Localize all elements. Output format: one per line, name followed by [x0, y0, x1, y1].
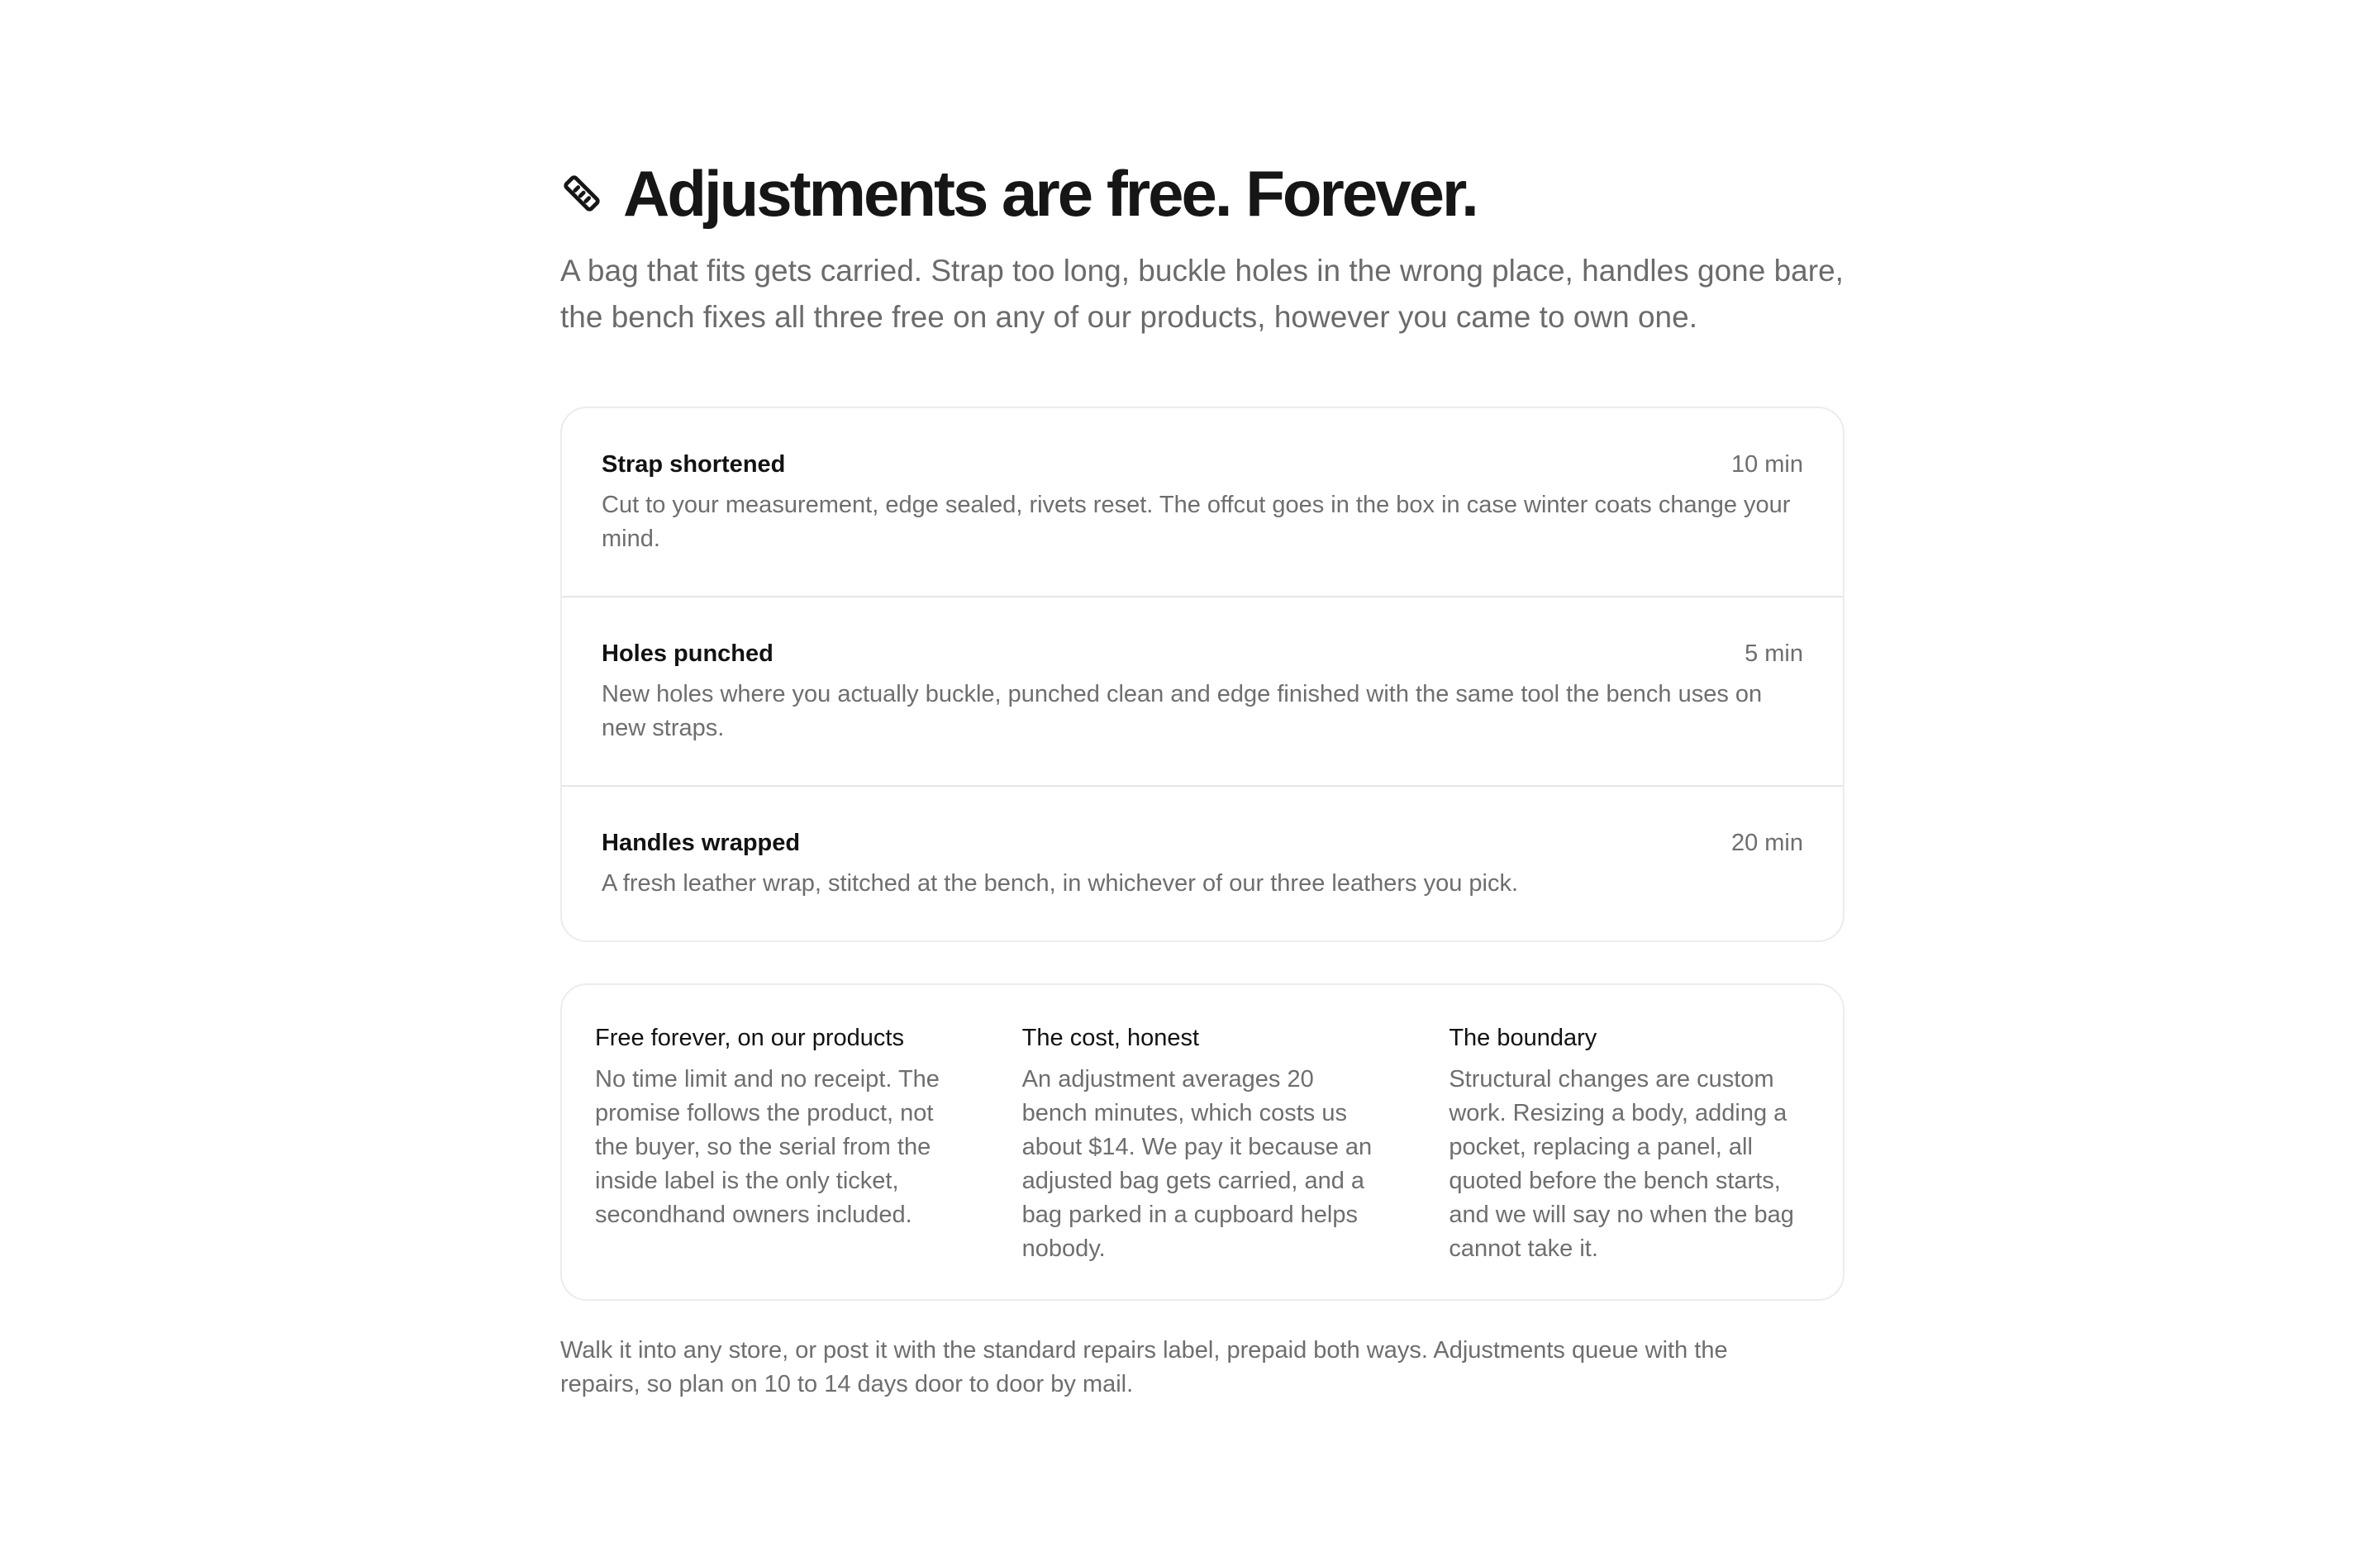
- fact-body: Structural changes are custom work. Resizing a body, adding a pocket, replacing a panel, all quoted before the bench starts, and we will say no when the bag cannot take it.: [1449, 1066, 1794, 1262]
- item-title: Holes punched: [602, 640, 774, 667]
- item-time: 10 min: [1730, 451, 1803, 478]
- item-description: A fresh leather wrap, stitched at the bench, in whichever of our three leathers you pick.: [602, 870, 1519, 897]
- item-description: Cut to your measurement, edge sealed, rivets reset. The offcut goes in the box in case winter coats change your mind.: [602, 492, 1791, 552]
- fact-column: [595, 1021, 956, 1266]
- fact-column: [1449, 1021, 1810, 1266]
- fact-title: Free forever, on our products: [595, 1025, 904, 1051]
- item-title: Strap shortened: [602, 451, 786, 478]
- fact-body: No time limit and no receipt. The promise follows the product, not the buyer, so the serial from the inside label is the only ticket, secondhand owners included.: [595, 1066, 940, 1228]
- item-time: 20 min: [1730, 830, 1803, 856]
- footer-note: Walk it into any store, or post it with the standard repairs label, prepaid both ways. Adjustments queue with the repairs, so plan on 10 to 14 days door to door by mail.: [560, 1337, 1728, 1397]
- item-title: Handles wrapped: [602, 830, 801, 856]
- page: [560, 157, 1844, 1426]
- fact-title: The boundary: [1449, 1025, 1597, 1051]
- facts-panel: [560, 983, 1844, 1301]
- fact-body: An adjustment averages 20 bench minutes, which costs us about $14. We pay it because an adjusted bag gets carried, and a bag parked in a cupboard helps nobody.: [1021, 1066, 1373, 1262]
- page-title: Adjustments are free. Forever.: [623, 157, 1477, 230]
- item-description: New holes where you actually buckle, punched clean and edge finished with the same tool the bench uses on new straps.: [602, 681, 1763, 741]
- page-heading: [560, 157, 1841, 230]
- page-lede: A bag that fits gets carried. Strap too long, buckle holes in the wrong place, handles gone bare, the bench fixes all three free on any of our products, however you came to own one.: [560, 254, 1844, 334]
- item-time: 5 min: [1745, 640, 1803, 667]
- list-item: [562, 597, 1843, 787]
- fact-column: [1022, 1021, 1383, 1266]
- list-item: [562, 787, 1843, 940]
- adjustments-list: [560, 407, 1844, 942]
- list-item: [562, 408, 1843, 597]
- fact-title: The cost, honest: [1021, 1025, 1200, 1051]
- ruler-icon: [560, 172, 603, 215]
